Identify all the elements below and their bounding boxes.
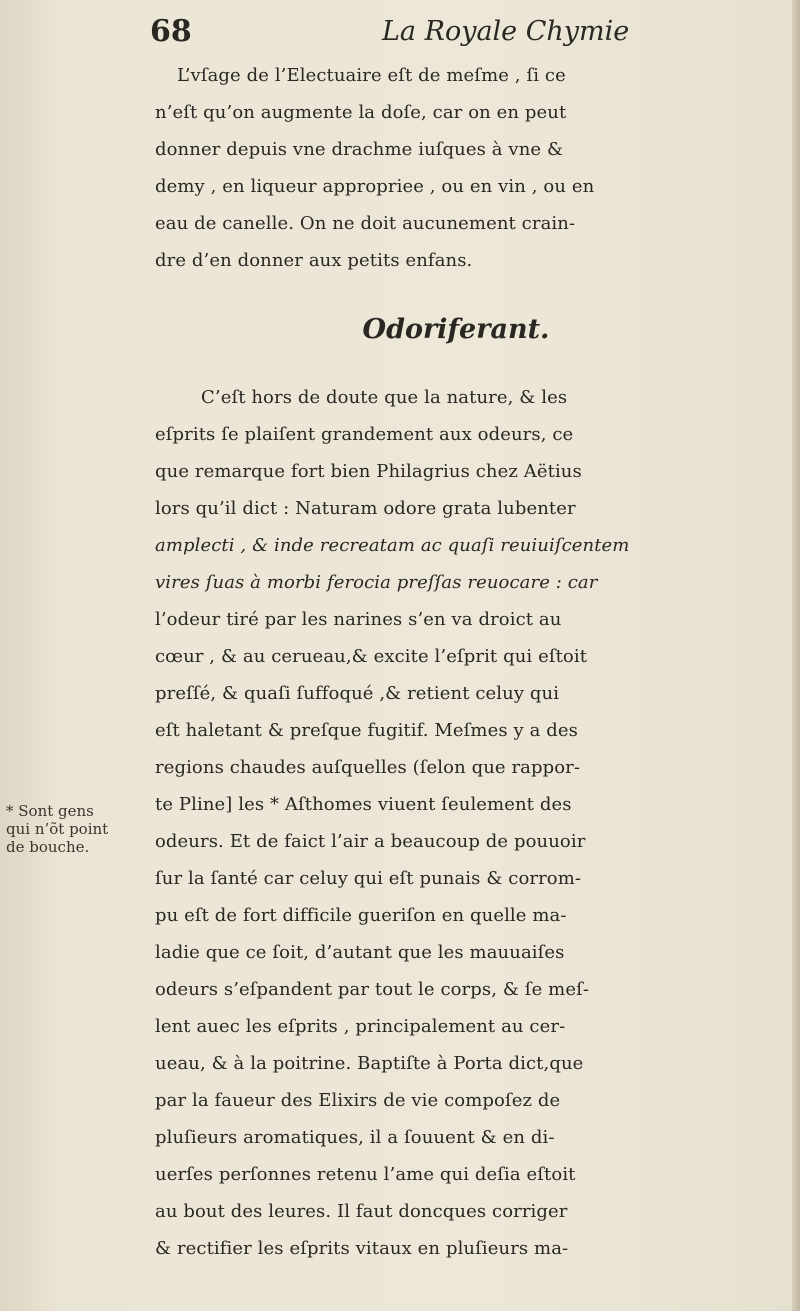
text-line: odeurs s’eſpandent par tout le corps, & ſe meſ- (155, 979, 590, 1000)
text-line: odeurs. Et de faict l’air a beaucoup de pouuoir (155, 831, 586, 852)
page-header (150, 14, 790, 54)
text-line: regions chaudes auſquelles (ſelon que rappor- (155, 757, 581, 778)
text-line: C’eſt hors de doute que la nature, & les (201, 387, 568, 408)
text-line: L’vſage de l’Electuaire eſt de meſme , ſi ce (177, 65, 566, 86)
text-line: lors qu’il dict : Naturam odore grata lubenter (155, 498, 576, 519)
margin-note-line: qui n’õt point (6, 820, 109, 838)
page-number: 68 (150, 14, 192, 49)
text-line: ueau, & à la poitrine. Baptiſte à Porta dict,que (155, 1053, 584, 1074)
text-line: eſprits ſe plaiſent grandement aux odeurs, ce (155, 424, 574, 445)
text-line: ſur la ſanté car celuy qui eſt punais & corrom- (155, 868, 582, 889)
margin-note-line: de bouche. (6, 838, 90, 856)
text-line: lent auec les eſprits , principalement au cer- (155, 1016, 566, 1037)
running-title: La Royale Chymie (382, 16, 630, 47)
text-line: dre d’en donner aux petits enfans. (155, 250, 473, 271)
text-line: preſſé, & quaſi ſuffoqué ,& retient celuy qui (155, 683, 560, 704)
body-text (155, 57, 797, 1267)
margin-note (6, 802, 154, 856)
text-line: au bout des leures. Il faut doncques corriger (155, 1201, 568, 1222)
text-line: l’odeur tiré par les narines s’en va droict au (155, 609, 562, 630)
text-line: par la faueur des Elixirs de vie compoſez de (155, 1090, 561, 1111)
text-line: uerſes perſonnes retenu l’ame qui deſia eſtoit (155, 1164, 576, 1185)
text-line: pluſieurs aromatiques, il a ſouuent & en di- (155, 1127, 555, 1148)
text-line: n’eſt qu’on augmente la doſe, car on en peut (155, 102, 567, 123)
text-line: & rectifier les eſprits vitaux en pluſieurs ma- (155, 1238, 569, 1259)
text-line: eau de canelle. On ne doit aucunement crain- (155, 213, 576, 234)
text-line: eſt haletant & preſque fugitif. Meſmes y a des (155, 720, 578, 741)
text-line: cœur , & au cerueau,& excite l’eſprit qui eſtoit (155, 646, 588, 667)
text-line: pu eſt de fort difficile gueriſon en quelle ma- (155, 905, 567, 926)
margin-note-line: * Sont gens (6, 802, 94, 820)
text-line: amplecti , & inde recreatam ac quaſi reuiuiſcentem (155, 535, 630, 556)
text-line: que remarque fort bien Philagrius chez Aëtius (155, 461, 582, 482)
text-line: te Pline] les * Aſthomes viuent ſeulement des (155, 794, 572, 815)
text-line: donner depuis vne drachme iuſques à vne & (155, 139, 564, 160)
text-line: demy , en liqueur appropriee , ou en vin , ou en (155, 176, 595, 197)
section-title: Odoriferant. (362, 314, 550, 345)
text-line: ladie que ce ſoit, d’autant que les mauuaiſes (155, 942, 565, 963)
text-line: vires ſuas à morbi ferocia preſſas reuocare : car (155, 572, 598, 593)
